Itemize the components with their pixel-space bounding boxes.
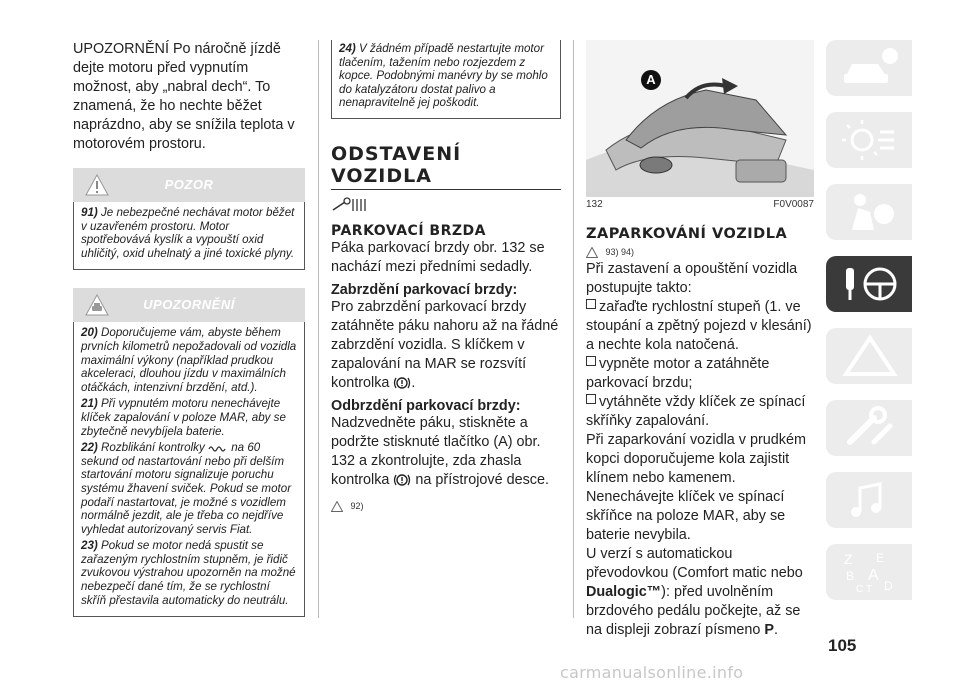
tab-index[interactable] — [826, 544, 912, 600]
column-left — [73, 40, 305, 617]
wrench-tools-icon — [840, 406, 900, 450]
warning-triangle-icon — [331, 501, 343, 512]
parking-intro: Při zastavení a opouštění vozidla postupujte takto: — [586, 261, 798, 296]
figure-code: F0V0087 — [773, 199, 814, 210]
svg-text:E: E — [876, 551, 885, 565]
column-right — [586, 40, 814, 640]
apply-brake-heading: Zabrzdění parkovací brzdy: — [331, 281, 518, 298]
index-letters-icon — [840, 550, 900, 594]
note-91: 91) Je nebezpečné nechávat motor běžet v uzavřeném prostoru. Motor spotřebovává kyslík a vypouští oxid uhličitý, oxid uhelnatý a jiné toxické plyny. — [81, 206, 295, 260]
list-item: vytáhněte vždy klíček ze spínací skříňky zapalování. — [586, 394, 806, 429]
figure-callout-a: A — [641, 70, 661, 90]
chapter-tabs — [826, 40, 912, 616]
note-23: 23) Pokud se motor nedá spustit se zařazeným rychlostním stupněm, je řidič zvukovou výstrahou upozorněn na možné nebezpečí dané tím, že se rychlostní skříň přestavila automaticky do neutrálu. — [81, 539, 296, 607]
airbag-safety-icon — [840, 190, 900, 234]
svg-text:C: C — [856, 584, 864, 594]
pozor-box-header — [73, 168, 305, 202]
pozor-title: POZOR — [164, 177, 214, 192]
tab-emergency[interactable] — [826, 328, 912, 384]
car-info-icon — [840, 46, 900, 90]
release-brake-text: Nadzvedněte páku, stiskněte a podržte stisknuté tlačítko (A) obr. 132 a zkontrolujte, zda zhasla kontrolka na přístrojové desce. — [331, 414, 549, 488]
parking-brake-illustration — [586, 40, 814, 197]
release-brake-heading: Odbrzdění parkovací brzdy: — [331, 397, 521, 414]
note-24: 24) V žádném případě nestartujte motor tlačením, tažením nebo rozjezdem z kopce. Podobnými manévry by se mohlo do katalyzátoru dostat palivo a nenapravitelně jej poškodit. — [339, 42, 548, 110]
parking-automatic-text: U verzí s automatickou převodovkou (Comfort matic nebo Dualogic™): před uvolněním brzdového pedálu počkejte, až se na displeji zobrazí písmeno P. — [586, 546, 803, 638]
parking-title: ZAPARKOVÁNÍ VOZIDLA — [586, 226, 788, 242]
note-21: 21) Při vypnutém motoru nenechávejte klíček zapalování v poloze MAR, aby se zbytečně nevybíjela baterie. — [81, 397, 286, 438]
column-divider-2 — [573, 40, 574, 618]
intro-paragraph: UPOZORNĚNÍ Po náročně jízdě dejte motoru před vypnutím možnost, aby „nabral dech“. To znamená, že ho nechte běžet naprázdno, aby se snížila teplota v motorovém prostoru. — [73, 41, 295, 152]
upozorneni-box — [73, 322, 305, 617]
list-item: vypněte motor a zatáhněte parkovací brzdu; — [586, 356, 770, 391]
references-93-94: 93) 94) — [586, 242, 814, 260]
parking-brake-lever-icon — [331, 196, 373, 214]
tab-multimedia[interactable] — [826, 472, 912, 528]
parking-key-text: Nenechávejte klíček ve spínací skříňce na poloze MAR, aby se baterie nevybila. — [586, 489, 786, 543]
brake-warning-light-icon — [393, 473, 411, 487]
warning-triangle-icon — [840, 334, 900, 378]
figure-caption — [586, 199, 814, 210]
reference-92: 92) — [331, 496, 561, 514]
column-divider-1 — [318, 40, 319, 618]
svg-text:D: D — [884, 579, 893, 593]
tab-car-info[interactable] — [826, 40, 912, 96]
warning-triangle-icon — [586, 247, 598, 258]
svg-text:Z: Z — [844, 551, 853, 567]
svg-text:A: A — [868, 567, 879, 584]
brake-warning-light-icon — [393, 376, 411, 390]
tab-starting-driving[interactable] — [826, 256, 912, 312]
key-steering-icon — [840, 262, 900, 306]
list-item: zařaďte rychlostní stupeň (1. ve stoupání a zpětný pojezd v klesání) a nechte kola natočená. — [586, 299, 812, 353]
svg-text:B: B — [846, 569, 855, 583]
apply-brake-text: Pro zabrzdění parkovací brzdy zatáhněte páku nahoru až na řádné zabrzdění vozidla. S klíčkem v zapalování na MAR se rozsvítí kontrolka . — [331, 298, 559, 391]
note-20: 20) Doporučujeme vám, abyste během prvních kilometrů nepožadovali od vozidla maximální výkony (například prudkou akceleraci, dlouhou jízdu v maximálních otáčkách, intenzivní brzdění, atd.). — [81, 326, 297, 394]
watermark: carmanualsonline.info — [560, 663, 744, 682]
upozorneni-box-header — [73, 288, 305, 322]
figure-number: 132 — [586, 199, 603, 210]
parking-slope-text: Při zaparkování vozidla v prudkém kopci doporučujeme kola zajistit klínem nebo kamenem. — [586, 432, 806, 486]
parking-brake-title: PARKOVACÍ BRZDA — [331, 222, 486, 239]
tab-dashboard[interactable] — [826, 112, 912, 168]
tab-maintenance[interactable] — [826, 400, 912, 456]
section-title: ODSTAVENÍ VOZIDLA — [331, 142, 462, 187]
svg-text:T: T — [866, 584, 873, 594]
figure-132 — [586, 40, 814, 197]
parking-brake-location: Páka parkovací brzdy obr. 132 se nachází mezi předními sedadly. — [331, 239, 545, 275]
upozorneni-title: UPOZORNĚNÍ — [143, 297, 235, 313]
note-24-box — [331, 40, 561, 119]
section-rule — [331, 189, 561, 190]
pozor-box — [73, 202, 305, 270]
tab-safety[interactable] — [826, 184, 912, 240]
column-middle — [331, 40, 561, 514]
dashboard-lights-icon — [840, 118, 900, 162]
glow-plug-icon — [208, 444, 228, 454]
note-22: 22) Rozblikání kontrolky na 60 sekund od nastartování nebo při delším startování motoru signalizuje poruchu systému žhavení sviček. Pokud se motor podaří nastartovat, je možné s vozidlem normálně jezdit, ale je třeba co nejdříve vyhledat autorizovaný servis Fiat. — [81, 441, 292, 536]
music-media-icon — [840, 478, 900, 522]
page-number: 105 — [828, 636, 857, 655]
